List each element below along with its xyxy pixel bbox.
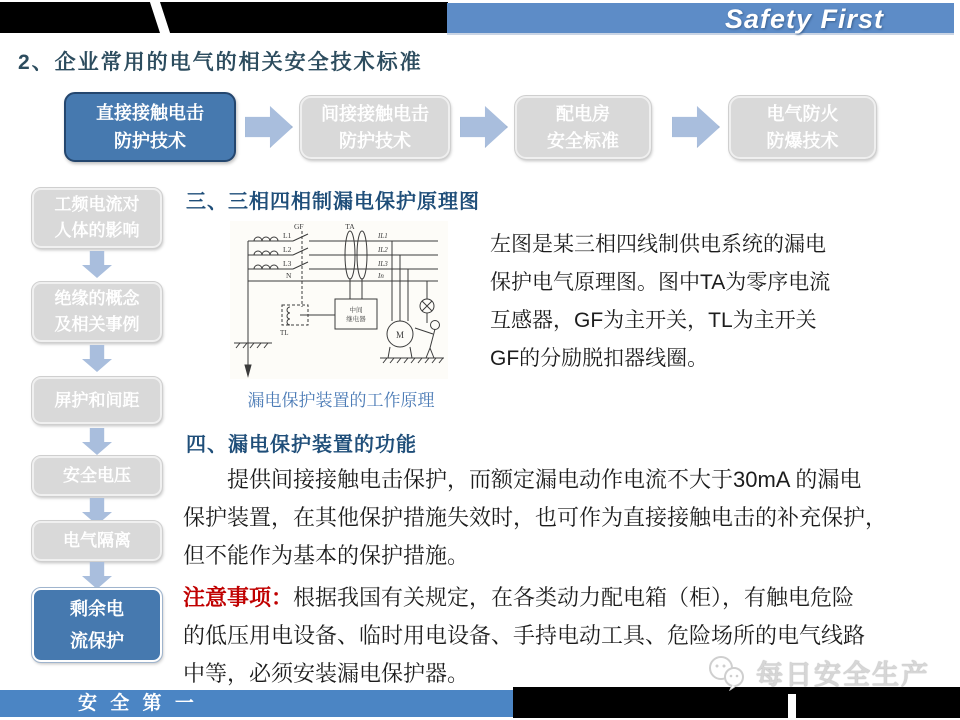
circuit-diagram-svg	[230, 221, 448, 379]
top-black-bar-left	[0, 2, 160, 33]
brand-text: Safety First	[724, 4, 884, 34]
page-title: 2、企业常用的电气的相关安全技术标准	[18, 51, 423, 74]
label-tl: TL	[280, 329, 289, 337]
wechat-bubbles-icon	[706, 655, 750, 691]
label-l2: L2	[283, 245, 292, 254]
paragraph-line: 保护装置，在其他保护措施失效时，也可作为直接接触电击的补充保护，	[183, 505, 888, 530]
label-gf: GF	[294, 222, 304, 231]
topnav-item-indirect-contact[interactable]	[300, 96, 450, 159]
sidebar-item-screening-clearance[interactable]	[32, 377, 162, 424]
watermark-text: 每日安全生产	[756, 660, 930, 690]
sidebar-item-label-line1: 屏护和间距	[54, 390, 140, 410]
note-line: 的低压用电设备、临时用电设备、手持电动工具、危险场所的电气线路	[183, 623, 866, 648]
label-n: N	[286, 271, 292, 280]
label-il2: IL2	[378, 246, 388, 254]
label-relay-line1: 中间	[349, 307, 363, 314]
top-blue-banner	[447, 3, 954, 35]
note-line	[183, 579, 958, 617]
sidebar-item-label-line1: 电气隔离	[63, 531, 131, 550]
topnav-item-label-line2: 防爆技术	[766, 130, 839, 151]
sidebar-item-label-line1: 工频电流对	[54, 194, 140, 214]
footer-white-notch	[788, 694, 796, 718]
sidebar-item-label-line2: 流保护	[70, 630, 124, 651]
flow-arrow-right-icon	[672, 106, 720, 148]
section3-description	[490, 226, 950, 378]
topnav-item-distribution-room[interactable]	[515, 96, 651, 159]
watermark	[706, 653, 930, 692]
flow-arrow-down-icon	[82, 345, 112, 372]
topnav-item-label-line2: 安全标准	[547, 130, 619, 151]
note-label: 注意事项：	[183, 585, 294, 610]
footer-slogan: 安 全 第 一	[78, 693, 198, 714]
sidebar-item-label-line1: 剩余电	[70, 599, 124, 620]
section4-heading: 四、漏电保护装置的功能	[186, 434, 417, 456]
leakage-protection-circuit-diagram	[230, 221, 448, 379]
note-text: 根据我国有关规定，在各类动力配电箱（柜），有触电危险	[293, 585, 855, 610]
topnav-item-label-line1: 间接接触电击	[321, 104, 429, 125]
footer-blue-bar	[0, 690, 513, 717]
sidebar-item-label-line2: 及相关事例	[54, 315, 140, 335]
sidebar-item-insulation[interactable]	[32, 282, 162, 342]
label-in: In	[378, 272, 384, 280]
flow-arrow-right-icon	[245, 106, 293, 148]
diagram-caption: 漏电保护装置的工作原理	[247, 391, 435, 410]
label-motor: M	[396, 330, 405, 340]
topnav-item-label-line1: 直接接触电击	[96, 102, 204, 123]
label-il3: IL3	[378, 260, 388, 268]
top-black-bar-right	[160, 2, 448, 33]
sidebar-item-safe-voltage[interactable]	[32, 456, 162, 496]
sidebar-item-label-line2: 人体的影响	[54, 221, 140, 241]
description-line: 保护电气原理图。图中TA为零序电流	[490, 271, 831, 294]
topnav-item-label-line1: 电气防火	[766, 104, 839, 125]
label-l3: L3	[283, 259, 292, 268]
flow-arrow-right-icon	[460, 106, 508, 148]
description-line: GF的分励脱扣器线圈。	[490, 347, 709, 370]
topnav-item-label-line2: 防护技术	[339, 130, 411, 151]
topnav-item-label-line2: 防护技术	[114, 131, 186, 152]
topnav-item-label-line1: 配电房	[556, 104, 610, 125]
section4-paragraph	[183, 461, 958, 575]
label-relay-line2: 继电器	[346, 316, 366, 323]
paragraph-line: 提供间接接触电击保护，而额定漏电动作电流不大于30mA 的漏电	[227, 467, 862, 492]
topnav-item-direct-contact[interactable]	[64, 92, 236, 162]
flow-arrow-down-icon	[82, 251, 112, 278]
label-ta: TA	[345, 222, 355, 231]
sidebar-item-label-line1: 绝缘的概念	[54, 288, 140, 308]
flow-arrow-down-icon	[82, 428, 112, 455]
description-line: 互感器，GF为主开关，TL为主开关	[490, 309, 817, 332]
sidebar-item-current-effect[interactable]	[32, 188, 162, 248]
sidebar-item-residual-current[interactable]	[32, 588, 162, 662]
description-line: 左图是某三相四线制供电系统的漏电	[490, 233, 826, 256]
label-il1: IL1	[378, 232, 388, 240]
note-line: 中等，必须安装漏电保护器。	[183, 661, 470, 686]
flow-arrow-down-icon	[82, 562, 112, 589]
label-l1: L1	[283, 231, 292, 240]
paragraph-line: 但不能作为基本的保护措施。	[183, 543, 470, 568]
topnav-item-fire-explosion[interactable]	[729, 96, 876, 159]
sidebar-item-electrical-isolation[interactable]	[32, 521, 162, 561]
sidebar-item-label-line1: 安全电压	[63, 466, 131, 485]
section3-heading: 三、三相四相制漏电保护原理图	[186, 191, 480, 213]
